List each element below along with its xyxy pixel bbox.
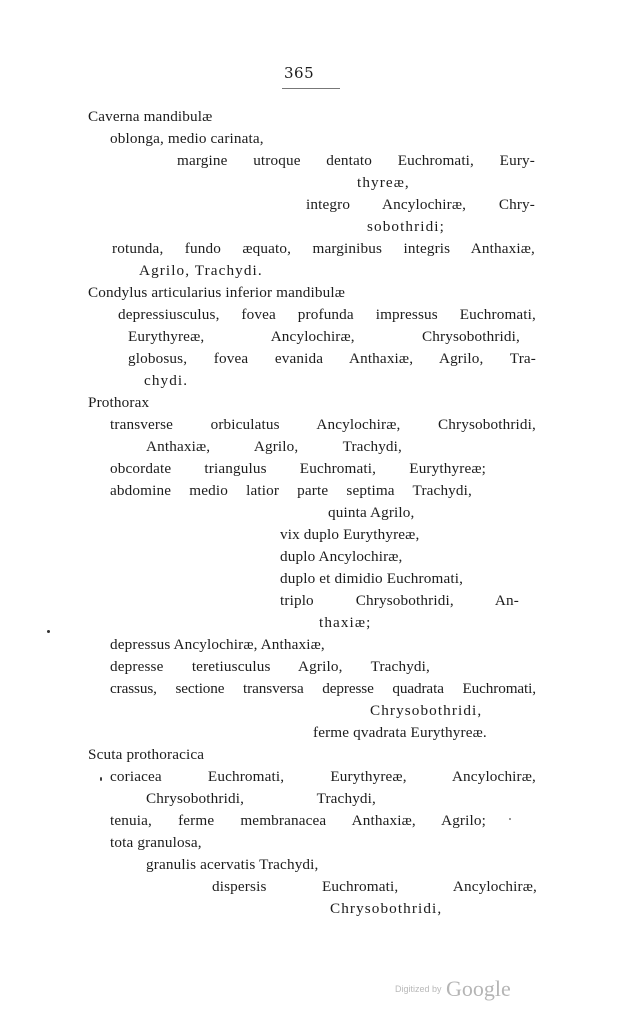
text-line: duplo Ancylochiræ, — [280, 548, 403, 565]
text-line: depressiusculus, fovea profunda impressus Euchromati, — [118, 306, 536, 323]
text-line: tenuia, ferme membranacea Anthaxiæ, Agrilo; — [110, 812, 486, 829]
text-line: Agrilo, Trachydi. — [139, 262, 263, 279]
scan-speck — [509, 818, 511, 820]
text-line: Anthaxiæ, Agrilo, Trachydi, — [146, 438, 402, 455]
text-line: Prothorax — [88, 394, 150, 411]
text-line: Chrysobothridi, — [330, 900, 443, 917]
scan-speck — [100, 777, 102, 781]
page-number-rule — [282, 88, 340, 89]
text-line: granulis acervatis Trachydi, — [146, 856, 319, 873]
text-line: thyreæ, — [357, 174, 410, 191]
text-line: abdomine medio latior parte septima Trachydi, — [110, 482, 472, 499]
text-line: tota granulosa, — [110, 834, 202, 851]
text-line: Condylus articularius inferior mandibulæ — [88, 284, 345, 301]
digitized-by-label: Digitized by — [395, 984, 442, 994]
text-line: transverse orbiculatus Ancylochiræ, Chrysobothridi, — [110, 416, 536, 433]
text-line: oblonga, medio carinata, — [110, 130, 264, 147]
text-line: depresse teretiusculus Agrilo, Trachydi, — [110, 658, 430, 675]
text-line: margine utroque dentato Euchromati, Eury- — [177, 152, 535, 169]
text-line: Chrysobothridi, — [370, 702, 483, 719]
text-line: vix duplo Eurythyreæ, — [280, 526, 420, 543]
text-line: Chrysobothridi, Trachydi, — [146, 790, 376, 807]
text-line: crassus, sectione transversa depresse quadrata Euchromati, — [110, 680, 536, 697]
text-line: thaxiæ; — [319, 614, 372, 631]
text-line: ferme qvadrata Eurythyreæ. — [313, 724, 487, 741]
text-line: rotunda, fundo æquato, marginibus integris Anthaxiæ, — [112, 240, 535, 257]
text-line: coriacea Euchromati, Eurythyreæ, Ancylochiræ, — [110, 768, 536, 785]
text-line: sobothridi; — [367, 218, 445, 235]
text-line: dispersis Euchromati, Ancylochiræ, — [212, 878, 537, 895]
google-wordmark: Google — [445, 976, 511, 1001]
text-line: depressus Ancylochiræ, Anthaxiæ, — [110, 636, 325, 653]
text-line: Scuta prothoracica — [88, 746, 205, 763]
page-number: 365 — [284, 64, 315, 82]
text-line: duplo et dimidio Euchromati, — [280, 570, 464, 587]
scan-speck — [47, 630, 50, 633]
text-line: Eurythyreæ, Ancylochiræ, Chrysobothridi, — [128, 328, 520, 345]
text-line: Caverna mandibulæ — [88, 108, 213, 125]
text-line: chydi. — [144, 372, 189, 389]
text-line: obcordate triangulus Euchromati, Eurythyreæ; — [110, 460, 486, 477]
text-line: integro Ancylochiræ, Chry- — [306, 196, 535, 213]
text-line: quinta Agrilo, — [328, 504, 415, 521]
text-line: globosus, fovea evanida Anthaxiæ, Agrilo, Tra- — [128, 350, 536, 367]
digitized-by-google-watermark — [395, 976, 511, 1002]
text-line: triplo Chrysobothridi, An- — [280, 592, 519, 609]
